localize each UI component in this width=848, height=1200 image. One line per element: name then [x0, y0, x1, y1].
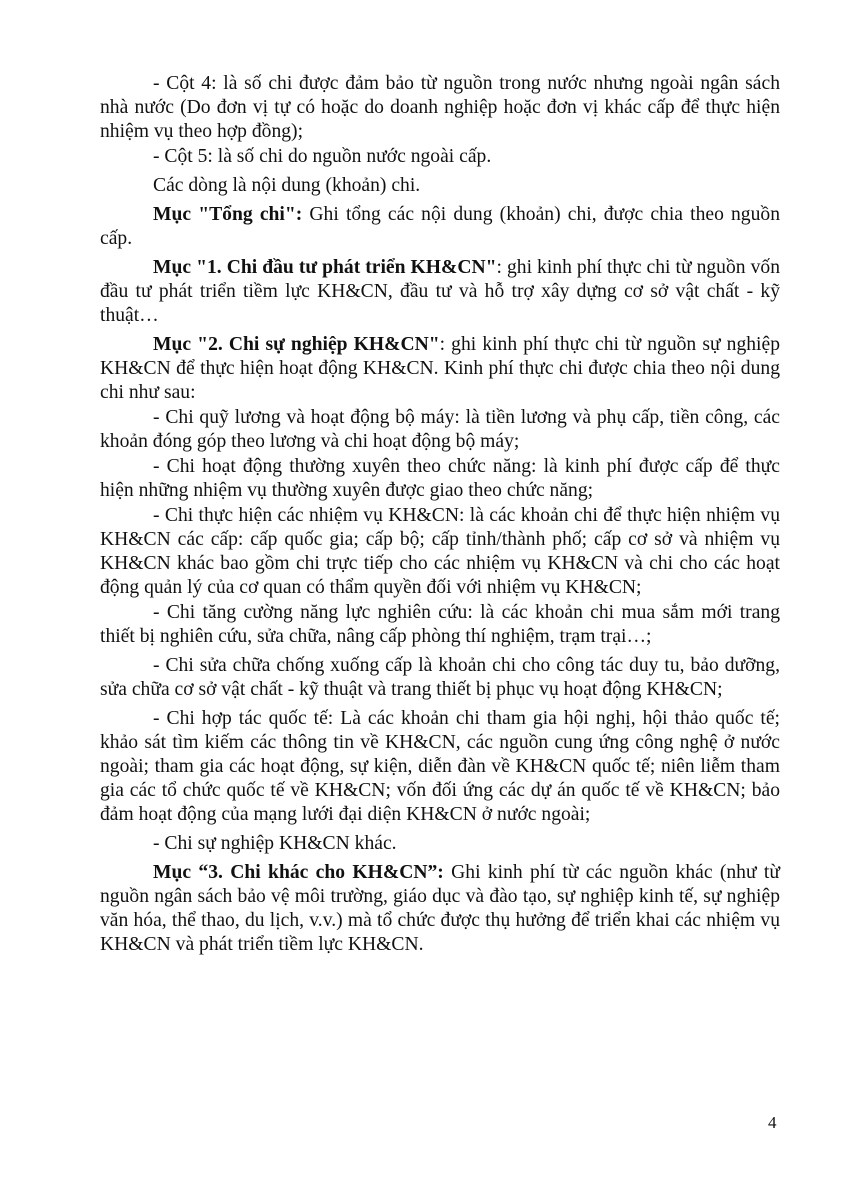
paragraph-text: - Chi thực hiện các nhiệm vụ KH&CN: là các khoản chi để thực hiện nhiệm vụ KH&CN các cấp: cấp quốc gia; cấp bộ; cấp tỉnh/thành phố; cấp cơ sở và nhiệm vụ KH&CN khác bao gồm chi trực tiếp cho các nhiệm vụ KH&CN và chi cho các hoạt động quản lý của cơ quan có thẩm quyền đối với nhiệm vụ KH&CN; [100, 505, 780, 598]
page-number: 4 [768, 1113, 777, 1132]
paragraph-text: Các dòng là nội dung (khoản) chi. [153, 175, 421, 196]
paragraph-heading: Mục “3. Chi khác cho KH&CN”: [153, 862, 444, 883]
paragraph-heading: Mục "2. Chi sự nghiệp KH&CN" [153, 334, 440, 355]
paragraph-text: - Chi quỹ lương và hoạt động bộ máy: là tiền lương và phụ cấp, tiền công, các khoản đóng góp theo lương và chi hoạt động bộ máy; [100, 407, 780, 452]
paragraph-rows [100, 174, 780, 198]
paragraph-column-5 [100, 145, 780, 169]
paragraph-sci-tasks [100, 504, 780, 600]
document-body [100, 72, 780, 962]
paragraph-text: : ghi kinh phí thực chi từ nguồn sự nghiệp KH&CN để thực hiện hoạt động KH&CN. Kinh phí thực chi được chia theo nội dung chi như sau: [100, 334, 780, 403]
paragraph-text: Ghi tổng các nội dung (khoản) chi, được chia theo nguồn cấp. [100, 204, 780, 249]
paragraph-text: - Chi sự nghiệp KH&CN khác. [153, 833, 397, 854]
paragraph-text: - Cột 5: là số chi do nguồn nước ngoài cấp. [153, 146, 492, 167]
paragraph-column-4 [100, 72, 780, 144]
paragraph-other-spending [100, 861, 780, 957]
paragraph-heading: Mục "Tổng chi": [153, 204, 303, 225]
paragraph-text: Ghi kinh phí từ các nguồn khác (như từ nguồn ngân sách bảo vệ môi trường, giáo dục và đào tạo, sự nghiệp kinh tế, sự nghiệp văn hóa, thể thao, du lịch, v.v.) mà tổ chức được thụ hưởng để triển khai các nhiệm vụ KH&CN và phát triển tiềm lực KH&CN. [100, 862, 780, 955]
paragraph-career-spending [100, 333, 780, 405]
paragraph-heading: Mục "1. Chi đầu tư phát triển KH&CN" [153, 257, 497, 278]
paragraph-text: - Chi hoạt động thường xuyên theo chức năng: là kinh phí được cấp để thực hiện những nhiệm vụ thường xuyên được giao theo chức năng; [100, 456, 780, 501]
paragraph-regular-operations [100, 455, 780, 503]
paragraph-maintenance [100, 654, 780, 702]
paragraph-text: - Chi tăng cường năng lực nghiên cứu: là các khoản chi mua sắm mới trang thiết bị nghiên cứu, sửa chữa, nâng cấp phòng thí nghiệm, trạm trại…; [100, 602, 780, 647]
paragraph-text: - Chi sửa chữa chống xuống cấp là khoản chi cho công tác duy tu, bảo dưỡng, sửa chữa cơ sở vật chất - kỹ thuật và trang thiết bị phục vụ hoạt động KH&CN; [100, 655, 780, 700]
paragraph-salary-fund [100, 406, 780, 454]
paragraph-total-spending [100, 203, 780, 251]
paragraph-text: - Cột 4: là số chi được đảm bảo từ nguồn trong nước nhưng ngoài ngân sách nhà nước (Do đơn vị tự có hoặc do doanh nghiệp hoặc đơn vị khác cấp để thực hiện nhiệm vụ theo hợp đồng); [100, 73, 780, 142]
paragraph-investment-spending [100, 256, 780, 328]
paragraph-international-cooperation [100, 707, 780, 827]
paragraph-research-capacity [100, 601, 780, 649]
paragraph-other-career [100, 832, 780, 856]
paragraph-text: - Chi hợp tác quốc tế: Là các khoản chi tham gia hội nghị, hội thảo quốc tế; khảo sát tìm kiếm các thông tin về KH&CN, các nguồn cung ứng công nghệ ở nước ngoài; tham gia các hoạt động, sự kiện, diễn đàn về KH&CN quốc tế; niên liễm tham gia các tổ chức quốc tế về KH&CN; vốn đối ứng các dự án quốc tế về KH&CN; bảo đảm hoạt động của mạng lưới đại diện KH&CN ở nước ngoài; [100, 708, 780, 825]
paragraph-text: : ghi kinh phí thực chi từ nguồn vốn đầu tư phát triển tiềm lực KH&CN, đầu tư và hỗ trợ xây dựng cơ sở vật chất - kỹ thuật… [100, 257, 780, 326]
